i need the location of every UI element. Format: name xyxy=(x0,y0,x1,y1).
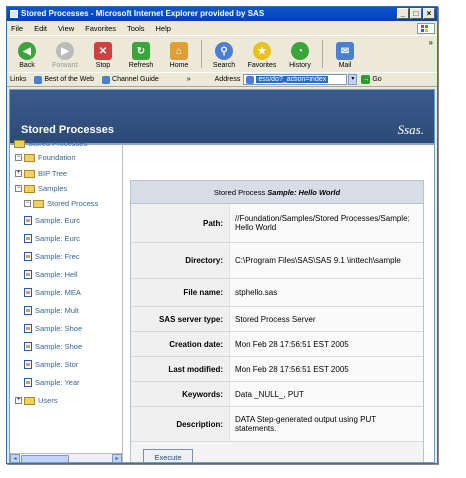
stop-icon: ✕ xyxy=(94,42,112,60)
detail-value: stphello.sas xyxy=(229,279,423,306)
detail-row xyxy=(131,243,423,279)
search-button[interactable] xyxy=(208,42,240,71)
detail-label: Keywords: xyxy=(131,382,229,406)
tree-node-label: Foundation xyxy=(38,153,76,162)
search-icon: ⚲ xyxy=(215,42,233,60)
details-header-prefix: Stored Process xyxy=(213,188,268,197)
scroll-thumb[interactable] xyxy=(21,455,69,463)
detail-value: Stored Process Server xyxy=(229,307,423,331)
tree-node[interactable] xyxy=(24,324,82,333)
maximize-button[interactable]: □ xyxy=(410,8,422,19)
detail-label: Path: xyxy=(131,204,229,242)
detail-row xyxy=(131,204,423,243)
history-label: History xyxy=(289,62,311,69)
tree-horizontal-scrollbar[interactable] xyxy=(10,453,122,463)
tree-node-label: Sample: Hell xyxy=(35,270,78,279)
toolbar-separator xyxy=(201,40,202,68)
stored-process-details xyxy=(130,180,424,463)
forward-label: Forward xyxy=(52,62,78,69)
stored-process-icon xyxy=(24,324,32,333)
link-channel-guide[interactable] xyxy=(102,76,159,84)
stored-process-icon xyxy=(24,306,32,315)
tree-node[interactable] xyxy=(24,252,80,261)
tree-node-label: Samples xyxy=(38,184,68,193)
scroll-right-icon[interactable]: ▸ xyxy=(112,454,122,463)
browser-window xyxy=(6,6,438,464)
tree-node-label: Sample: Shoe xyxy=(35,324,83,333)
tree-node[interactable] xyxy=(24,234,80,243)
detail-row xyxy=(131,357,423,382)
mail-icon: ✉ xyxy=(336,42,354,60)
detail-row xyxy=(131,382,423,407)
tree-node-label: Stored Processes xyxy=(28,139,88,148)
address-value: ess/do?_action=index xyxy=(258,76,327,83)
detail-row xyxy=(131,307,423,332)
home-button[interactable] xyxy=(163,42,195,71)
detail-value: DATA Step-generated output using PUT statements. xyxy=(229,407,423,441)
detail-value: //Foundation/Samples/Stored Processes/Sample: Hello World xyxy=(229,204,423,242)
detail-label: Description: xyxy=(131,407,229,441)
page-title: Stored Processes xyxy=(21,124,114,136)
ie-page-icon xyxy=(102,76,110,84)
links-chevron[interactable]: » xyxy=(186,76,191,83)
close-button[interactable]: × xyxy=(423,8,435,19)
link-channel-guide-label: Channel Guide xyxy=(112,76,159,83)
tree-node[interactable] xyxy=(24,199,98,208)
detail-value: Mon Feb 28 17:56:51 EST 2005 xyxy=(229,332,423,356)
stored-process-icon xyxy=(24,288,32,297)
detail-label: Creation date: xyxy=(131,332,229,356)
forward-arrow-icon: ▶ xyxy=(56,42,74,60)
detail-label: Directory: xyxy=(131,243,229,278)
link-best-of-web[interactable] xyxy=(34,76,94,84)
detail-label: File name: xyxy=(131,279,229,306)
star-icon: ★ xyxy=(253,42,271,60)
stored-process-icon xyxy=(24,252,32,261)
folder-icon xyxy=(33,200,44,208)
toolbar-chevron[interactable]: » xyxy=(428,38,433,47)
history-button[interactable] xyxy=(284,42,316,71)
tree-node-label: Sample: Mult xyxy=(35,306,79,315)
refresh-button[interactable] xyxy=(125,42,157,71)
ie-page-icon xyxy=(34,76,42,84)
collapse-icon[interactable]: − xyxy=(16,154,21,160)
page-content xyxy=(9,89,435,463)
folder-icon xyxy=(24,170,35,178)
back-label: Back xyxy=(19,62,35,69)
detail-row xyxy=(131,279,423,307)
folder-icon xyxy=(24,154,35,162)
folder-icon xyxy=(24,185,35,193)
refresh-icon: ↻ xyxy=(132,42,150,60)
tree-node[interactable] xyxy=(24,288,81,297)
expand-icon[interactable]: + xyxy=(16,397,21,403)
menu-tools[interactable]: Tools xyxy=(127,24,145,33)
sas-banner xyxy=(10,90,434,143)
stored-process-icon xyxy=(24,342,32,351)
favorites-label: Favorites xyxy=(247,62,277,69)
ie-app-icon xyxy=(10,10,18,18)
tree-node[interactable] xyxy=(15,396,58,405)
execute-button[interactable]: Execute xyxy=(143,449,193,463)
tree-node[interactable] xyxy=(24,378,80,387)
tree-node-label: Sample: Eurc xyxy=(35,216,81,225)
folder-icon xyxy=(24,397,35,405)
detail-value: Data _NULL_, PUT xyxy=(229,382,423,406)
tree-node-label: Sample: Eurc xyxy=(35,234,81,243)
go-button[interactable] xyxy=(361,75,381,84)
links-label: Links xyxy=(10,76,27,83)
tree-node-label: Sample: Year xyxy=(35,378,80,387)
go-label: Go xyxy=(372,76,382,83)
tree-node-label: Stored Process xyxy=(47,199,99,208)
tree-node[interactable] xyxy=(24,270,78,279)
collapse-icon[interactable]: − xyxy=(25,200,30,206)
sas-logo: Ssas. xyxy=(397,122,424,137)
expand-icon[interactable]: + xyxy=(16,170,21,176)
detail-row xyxy=(131,407,423,441)
standard-toolbar xyxy=(7,35,437,71)
collapse-icon[interactable]: − xyxy=(16,185,21,191)
scroll-left-icon[interactable]: ◂ xyxy=(10,454,20,463)
tree-node[interactable] xyxy=(15,153,76,162)
link-best-of-web-label: Best of the Web xyxy=(44,76,95,83)
go-arrow-icon: → xyxy=(362,76,370,83)
details-header xyxy=(131,181,423,204)
tree-node-label: Users xyxy=(38,396,58,405)
menu-file[interactable]: File xyxy=(11,24,24,33)
history-icon: ◔ xyxy=(291,42,309,60)
tree-node[interactable] xyxy=(14,139,87,148)
folder-icon xyxy=(14,140,25,148)
refresh-label: Refresh xyxy=(128,62,154,69)
title-bar xyxy=(7,7,437,21)
page-icon xyxy=(246,76,254,84)
stored-process-icon xyxy=(24,216,32,225)
search-label: Search xyxy=(212,62,236,69)
address-dropdown-icon[interactable]: ▾ xyxy=(348,74,357,85)
toolbar-separator xyxy=(322,40,323,68)
stored-process-icon xyxy=(24,360,32,369)
tree-node[interactable] xyxy=(24,306,79,315)
menu-bar xyxy=(7,22,437,35)
address-input[interactable] xyxy=(243,74,347,85)
detail-value: C:\Program Files\SAS\SAS 9.1 \inttech\sample xyxy=(229,243,423,278)
stored-process-icon xyxy=(24,378,32,387)
mail-label: Mail xyxy=(338,62,352,69)
window-title: Stored Processes - Microsoft Internet Explorer provided by SAS xyxy=(21,9,265,18)
execute-area xyxy=(131,441,423,463)
tree-node-label: Sample: MEA xyxy=(35,288,81,297)
tree-node[interactable] xyxy=(15,169,67,178)
menu-help[interactable]: Help xyxy=(155,24,171,33)
detail-label: SAS server type: xyxy=(131,307,229,331)
stored-process-icon xyxy=(24,270,32,279)
minimize-button[interactable]: _ xyxy=(397,8,409,19)
tree-node-label: Sample: Stor xyxy=(35,360,79,369)
back-button[interactable] xyxy=(11,42,43,71)
menu-favorites[interactable]: Favorites xyxy=(85,24,116,33)
menu-edit[interactable]: Edit xyxy=(34,24,48,33)
address-label: Address xyxy=(214,76,241,83)
details-header-name: Sample: Hello World xyxy=(267,188,341,197)
back-arrow-icon: ◀ xyxy=(18,42,36,60)
tree-node-label: Sample: Shoe xyxy=(35,342,83,351)
stop-button[interactable] xyxy=(87,42,119,71)
tree-node[interactable] xyxy=(24,216,80,225)
menu-view[interactable]: View xyxy=(58,24,75,33)
tree-node[interactable] xyxy=(24,342,82,351)
stored-process-icon xyxy=(24,234,32,243)
tree-node[interactable] xyxy=(24,360,78,369)
navigation-tree xyxy=(10,139,123,463)
tree-node[interactable] xyxy=(15,184,67,193)
forward-button[interactable] xyxy=(49,42,81,71)
windows-logo-icon xyxy=(417,23,435,34)
tree-node-label: Sample: Frec xyxy=(35,252,80,261)
stop-label: Stop xyxy=(95,62,111,69)
home-icon: ⌂ xyxy=(170,42,188,60)
detail-row xyxy=(131,332,423,357)
detail-label: Last modified: xyxy=(131,357,229,381)
home-label: Home xyxy=(169,62,189,69)
mail-button[interactable] xyxy=(329,42,361,71)
tree-node-label: BIP Tree xyxy=(38,169,68,178)
favorites-button[interactable] xyxy=(246,42,278,71)
detail-value: Mon Feb 28 17:56:51 EST 2005 xyxy=(229,357,423,381)
links-address-bar xyxy=(7,72,437,87)
